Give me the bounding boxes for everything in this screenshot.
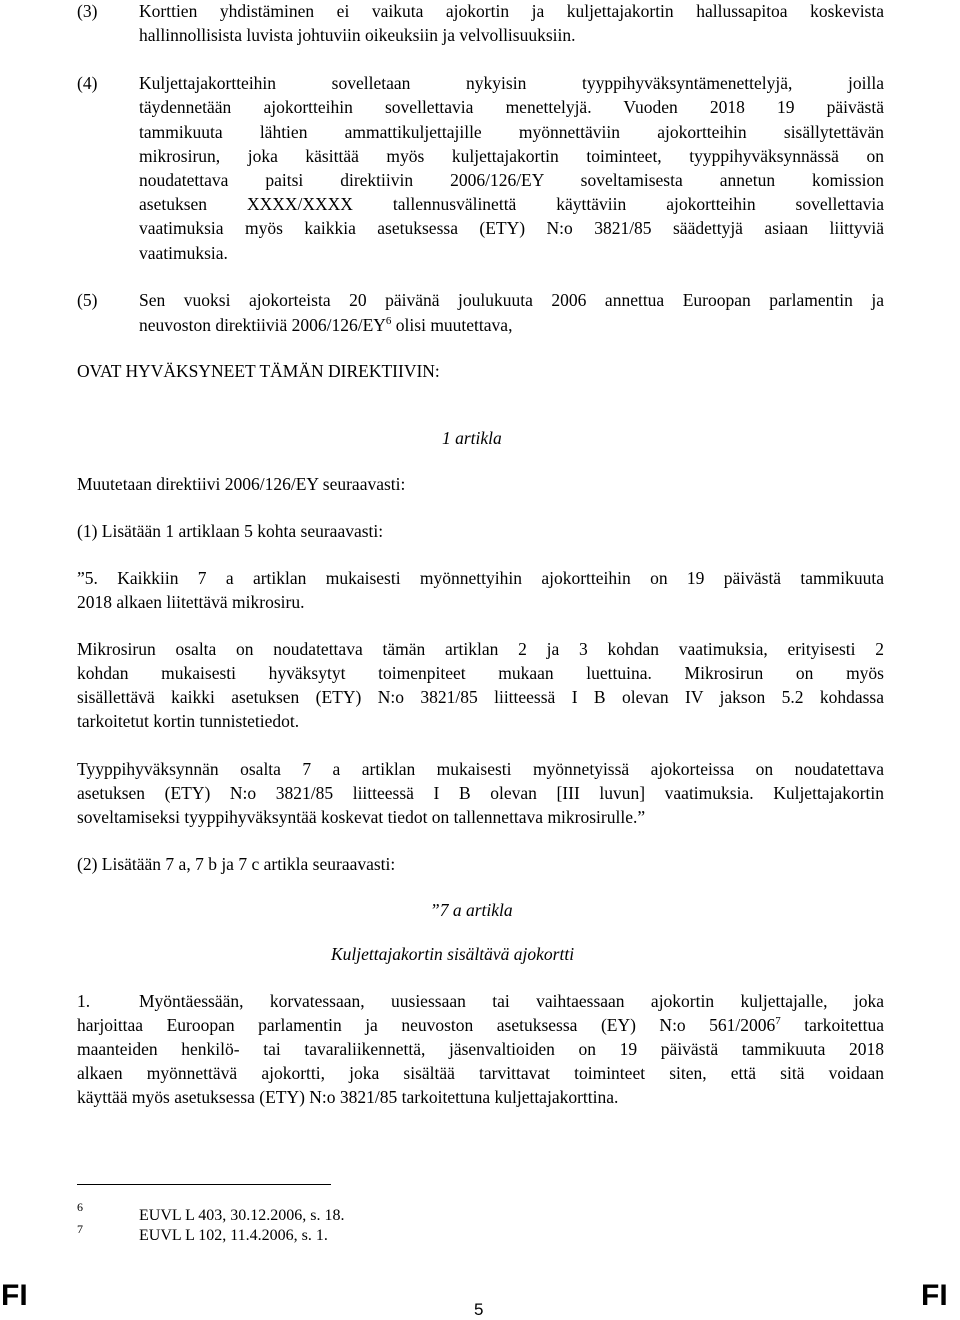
recital-line: vaatimuksia. bbox=[139, 243, 228, 263]
paragraph-line: maanteiden henkilö- tai tavaraliikennettä, jäsenvaltioiden on 19 päivästä tammikuuta 2018 bbox=[77, 1039, 884, 1059]
article-heading: 1 artikla bbox=[442, 428, 502, 448]
paragraph-line: sisällettävä kaikki asetuksen (ETY) N:o 3821/85 liitteessä I B olevan IV jakson 5.2 kohdassa bbox=[77, 687, 884, 707]
paragraph-line: tarkoitetut kortin tunnistetiedot. bbox=[77, 711, 300, 731]
paragraph-number: 1. bbox=[77, 991, 91, 1011]
paragraph-line: alkaen myönnettävä ajokortti, joka sisältää tarvittavat toiminteet siten, että sitä voidaan bbox=[77, 1063, 884, 1083]
recital-line: Korttien yhdistäminen ei vaikuta ajokortin ja kuljettajakortin hallussapitoa koskevista bbox=[139, 1, 884, 21]
footnote-text: EUVL L 102, 11.4.2006, s. 1. bbox=[139, 1227, 328, 1244]
paragraph-line: Tyyppihyväksynnän osalta 7 a artiklan mukaisesti myönnetyissä ajokorteissa on noudatettava bbox=[77, 759, 884, 779]
paragraph-line: käyttää myös asetuksessa (ETY) N:o 3821/85 tarkoitettuna kuljettajakorttina. bbox=[77, 1087, 619, 1107]
recital-line: tammikuuta lähtien ammattikuljettajille myönnettäviin ajokortteihin sisällytettävän bbox=[139, 122, 884, 142]
footnote-number: 7 bbox=[77, 1222, 83, 1236]
paragraph-line: Mikrosirun osalta on noudatettava tämän artiklan 2 ja 3 kohdan vaatimuksia, erityisesti 2 bbox=[77, 639, 884, 659]
paragraph-line: ”5. Kaikkiin 7 a artiklan mukaisesti myönnettyihin ajokortteihin on 19 päivästä tammikuuta bbox=[77, 568, 884, 588]
amendment-point-1: (1) Lisätään 1 artiklaan 5 kohta seuraavasti: bbox=[77, 521, 384, 541]
recital-line: mikrosirun, joka käsittää myös kuljettajakortin toiminteet, tyyppihyväksynnässä on bbox=[139, 146, 884, 166]
recital-line: Kuljettajakortteihin sovelletaan nykyisin tyyppihyväksyntämenettelyjä, joilla bbox=[139, 73, 884, 93]
footnote-ref[interactable]: 7 bbox=[775, 1015, 781, 1027]
article-heading: ”7 a artikla bbox=[430, 900, 513, 920]
recital-line: täydennetään ajokortteihin sovellettavia menettelyjä. Vuoden 2018 19 päivästä bbox=[139, 97, 884, 117]
recital-line: asetuksen XXXX/XXXX tallennusvälinettä käyttäviin ajokortteihin sovellettavia bbox=[139, 194, 884, 214]
language-code-right: FI bbox=[921, 1279, 948, 1312]
article-title: Kuljettajakortin sisältävä ajokortti bbox=[331, 944, 575, 964]
paragraph-line: soveltamiseksi tyyppihyväksyntää koskevat tiedot on tallennettava mikrosirulle.” bbox=[77, 807, 646, 827]
paragraph-line: harjoittaa Euroopan parlamentin ja neuvoston asetuksessa (EY) N:o 561/2006$^7$ tarkoitettua bbox=[77, 1015, 884, 1035]
enacting-formula: OVAT HYVÄKSYNEET TÄMÄN DIREKTIIVIN: bbox=[77, 361, 440, 381]
language-code-left: FI bbox=[1, 1279, 28, 1312]
footnote-text: EUVL L 403, 30.12.2006, s. 18. bbox=[139, 1207, 345, 1224]
footnote-number: 6 bbox=[77, 1200, 83, 1214]
recital-line: neuvoston direktiiviä $2006/126/EY^6$ olisi muutettava, bbox=[139, 315, 513, 335]
recital-number: (5) bbox=[77, 290, 98, 310]
recital-line: noudatettava paitsi direktiivin 2006/126/EY soveltamisesta annetun komission bbox=[139, 170, 884, 190]
paragraph-line: asetuksen (ETY) N:o 3821/85 liitteessä I B olevan [III luvun] vaatimuksia. Kuljettajakortin bbox=[77, 783, 884, 803]
recital-line: Sen vuoksi ajokorteista 20 päivänä joulukuuta 2006 annettua Euroopan parlamentin ja bbox=[139, 290, 884, 310]
recital-number: (3) bbox=[77, 1, 98, 21]
paragraph-line: 2018 alkaen liitettävä mikrosiru. bbox=[77, 592, 305, 612]
recital-number: (4) bbox=[77, 73, 98, 93]
footnote-ref[interactable]: 6 bbox=[385, 315, 392, 327]
recital-line: hallinnollisista luvista johtuviin oikeuksiin ja velvollisuuksiin. bbox=[139, 25, 576, 45]
page-number: 5 bbox=[474, 1300, 484, 1319]
paragraph-line: Myöntäessään, korvatessaan, uusiessaan tai vaihtaessaan ajokortin kuljettajalle, joka bbox=[139, 991, 884, 1011]
amendment-intro: Muutetaan direktiivi 2006/126/EY seuraavasti: bbox=[77, 474, 406, 494]
amendment-point-2: (2) Lisätään 7 a, 7 b ja 7 c artikla seuraavasti: bbox=[77, 854, 396, 874]
recital-line: vaatimuksia myös kaikkia asetuksessa (ETY) N:o 3821/85 säädettyjä asiaan liittyviä bbox=[139, 218, 884, 238]
footnote-separator bbox=[77, 1184, 331, 1185]
paragraph-line: kohdan mukaisesti hyväksytyt toimenpiteet mukaan luettuina. Mikrosirun on myös bbox=[77, 663, 884, 683]
